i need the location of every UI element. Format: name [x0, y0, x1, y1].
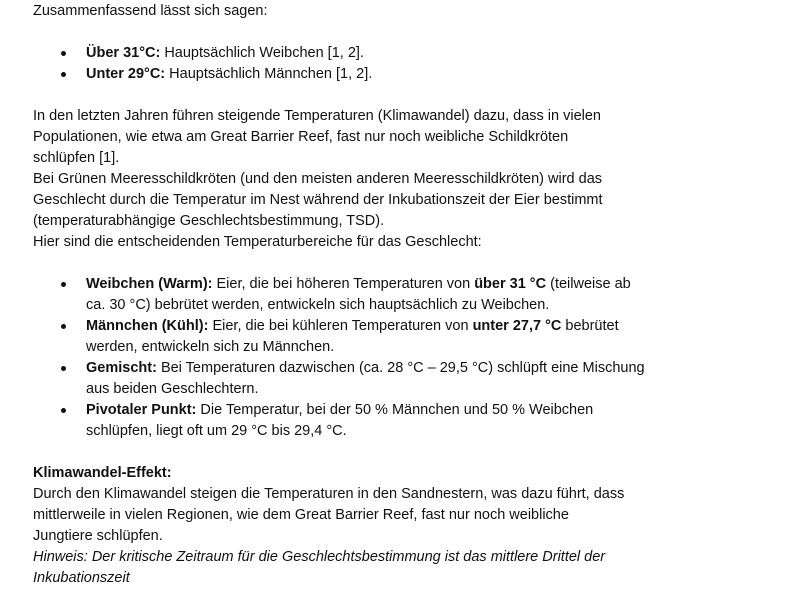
note-line: Inkubationszeit [33, 570, 130, 586]
range-threshold: unter 27,7 °C [472, 318, 562, 334]
range-text: Die Temperatur, bei der 50 % Männchen und 50 % Weibchen [196, 402, 594, 418]
bullet-label: Unter 29°C: [86, 66, 166, 82]
list-item [33, 358, 768, 400]
paragraph-line: schlüpfen [1]. [33, 150, 120, 166]
bullet-icon [61, 366, 66, 371]
paragraph-line: Hier sind die entscheidenden Temperaturbereiche für das Geschlecht: [33, 234, 482, 250]
list-item [33, 64, 768, 85]
paragraph-line: (temperaturabhängige Geschlechtsbestimmung, TSD). [33, 213, 385, 229]
section-heading-text: Klimawandel-Effekt: [33, 465, 172, 481]
spacer [33, 253, 768, 274]
temperature-ranges-list [33, 274, 768, 442]
summary-list [33, 43, 768, 85]
range-text: werden, entwickeln sich zu Männchen. [86, 339, 335, 355]
list-item [33, 43, 768, 64]
range-threshold: über 31 °C [474, 276, 547, 292]
bullet-icon [61, 72, 66, 77]
bullet-icon [61, 282, 66, 287]
note-line: Hinweis: Der kritische Zeitraum für die Geschlechtsbestimmung ist das mittlere Drittel der [33, 549, 606, 565]
bullet-text: Hauptsächlich Weibchen [1, 2]. [160, 45, 364, 61]
range-label: Pivotaler Punkt: [86, 402, 197, 418]
range-label: Gemischt: [86, 360, 157, 376]
range-text: aus beiden Geschlechtern. [86, 381, 259, 397]
range-text: Bei Temperaturen dazwischen (ca. 28 °C – 29,5 °C) schlüpft eine Mischung [156, 360, 645, 376]
list-item [33, 316, 768, 358]
range-text: bebrütet [561, 318, 619, 334]
range-text: Eier, die bei höheren Temperaturen von [212, 276, 475, 292]
range-text: (teilweise ab [546, 276, 631, 292]
list-item [33, 400, 768, 442]
paragraph [33, 106, 768, 253]
paragraph-line: Jungtiere schlüpfen. [33, 528, 163, 544]
section-heading [33, 463, 768, 484]
bullet-icon [61, 51, 66, 56]
climate-paragraph [33, 484, 768, 547]
paragraph-line: Durch den Klimawandel steigen die Temperaturen in den Sandnestern, was dazu führt, dass [33, 486, 625, 502]
paragraph-line: mittlerweile in vielen Regionen, wie dem Great Barrier Reef, fast nur noch weibliche [33, 507, 569, 523]
paragraph-line: Geschlecht durch die Temperatur im Nest während der Inkubationszeit der Eier bestimmt [33, 192, 603, 208]
spacer [33, 85, 768, 106]
list-item [33, 274, 768, 316]
bullet-text: Hauptsächlich Männchen [1, 2]. [165, 66, 373, 82]
paragraph-line: Populationen, wie etwa am Great Barrier Reef, fast nur noch weibliche Schildkröten [33, 129, 569, 145]
bullet-label: Über 31°C: [86, 45, 161, 61]
spacer [33, 22, 768, 43]
spacer [33, 442, 768, 463]
range-text: schlüpfen, liegt oft um 29 °C bis 29,4 °C. [86, 423, 347, 439]
paragraph-line: In den letzten Jahren führen steigende Temperaturen (Klimawandel) dazu, dass in vielen [33, 108, 601, 124]
bullet-icon [61, 408, 66, 413]
summary-intro: Zusammenfassend lässt sich sagen: [33, 3, 268, 19]
note-paragraph [33, 547, 768, 589]
paragraph-line: Bei Grünen Meeresschildkröten (und den meisten anderen Meeresschildkröten) wird das [33, 171, 603, 187]
range-text: ca. 30 °C) bebrütet werden, entwickeln sich hauptsächlich zu Weibchen. [86, 297, 550, 313]
bullet-icon [61, 324, 66, 329]
document-page [0, 1, 788, 598]
range-label: Weibchen (Warm): [86, 276, 213, 292]
range-text: Eier, die bei kühleren Temperaturen von [208, 318, 473, 334]
range-label: Männchen (Kühl): [86, 318, 209, 334]
